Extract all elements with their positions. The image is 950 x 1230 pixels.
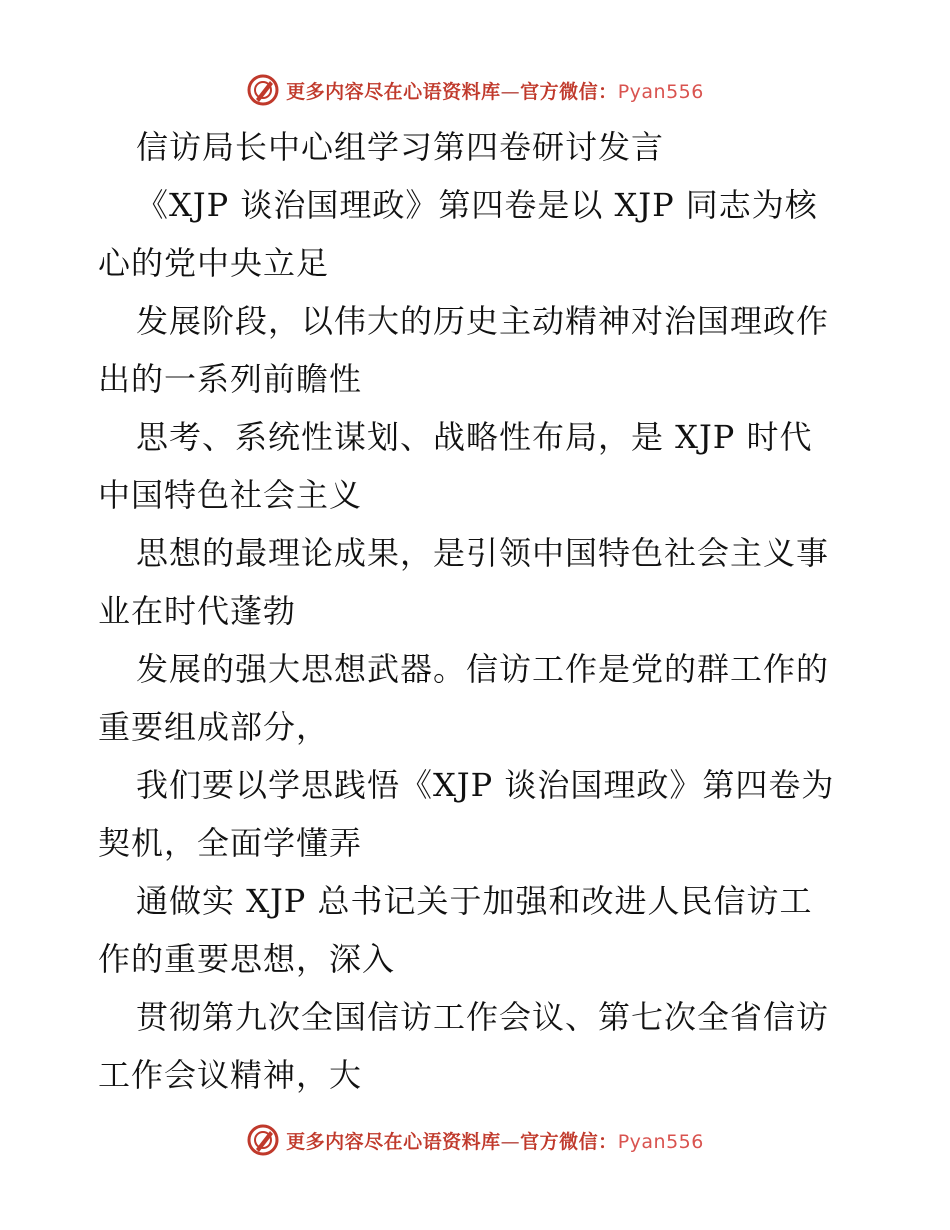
document-body [98, 118, 858, 1104]
document-line: 中国特色社会主义 [98, 476, 363, 514]
pen-circle-logo-icon [246, 73, 280, 107]
pen-circle-logo-icon [246, 1123, 280, 1157]
watermark-text [286, 1127, 704, 1154]
watermark-handle: Pyan556 [617, 1130, 704, 1153]
document-line: 《XJP 谈治国理政》第四卷是以 XJP 同志为核 [136, 186, 818, 224]
document-line: 发展的强大思想武器。信访工作是党的群工作的 [136, 650, 830, 688]
watermark-official-label: 官方微信： [520, 80, 618, 103]
watermark-official-label: 官方微信： [520, 1130, 618, 1153]
document-line: 出的一系列前瞻性 [98, 360, 363, 398]
watermark-separator: — [500, 1130, 521, 1153]
watermark-site-text: 更多内容尽在心语资料库 [286, 80, 501, 103]
document-line: 信访局长中心组学习第四卷研讨发言 [136, 128, 665, 166]
watermark-site-text: 更多内容尽在心语资料库 [286, 1130, 501, 1153]
document-line: 贯彻第九次全国信访工作会议、第七次全省信访 [136, 998, 830, 1036]
document-line: 心的党中央立足 [98, 244, 330, 282]
header-watermark [0, 70, 950, 110]
document-line: 作的重要思想，深入 [98, 940, 396, 978]
document-line: 思考、系统性谋划、战略性布局，是 XJP 时代 [136, 418, 813, 456]
document-line: 契机，全面学懂弄 [98, 824, 363, 862]
document-line: 发展阶段，以伟大的历史主动精神对治国理政作 [136, 302, 830, 340]
watermark-separator: — [500, 80, 521, 103]
footer-watermark [0, 1120, 950, 1160]
watermark-text [286, 77, 704, 104]
document-line: 思想的最理论成果，是引领中国特色社会主义事 [136, 534, 830, 572]
document-line: 我们要以学思践悟《XJP 谈治国理政》第四卷为 [136, 766, 835, 804]
watermark-handle: Pyan556 [617, 80, 704, 103]
document-line: 业在时代蓬勃 [98, 592, 297, 630]
document-line: 重要组成部分， [98, 708, 330, 746]
document-line: 通做实 XJP 总书记关于加强和改进人民信访工 [136, 882, 813, 920]
document-line: 工作会议精神，大 [98, 1056, 363, 1094]
